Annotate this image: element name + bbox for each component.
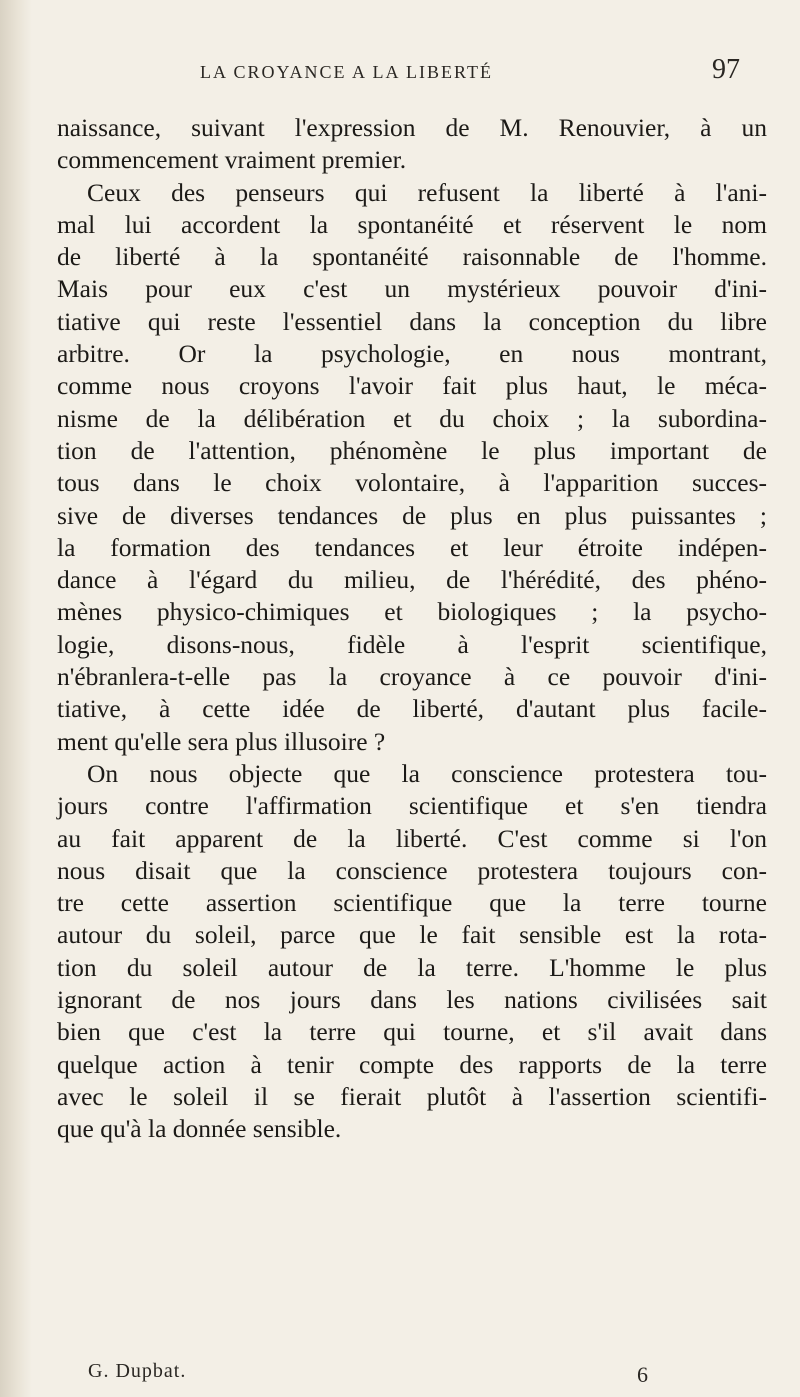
- text-line: de liberté à la spontanéité raisonnable de l'homme.: [57, 242, 767, 272]
- text-line: autour du soleil, parce que le fait sensible est la rota-: [57, 920, 767, 950]
- text-line: comme nous croyons l'avoir fait plus haut, le méca-: [57, 371, 767, 401]
- text-line: que qu'à la donnée sensible.: [57, 1114, 342, 1144]
- page-number: 97: [712, 54, 740, 85]
- signature-number: 6: [637, 1362, 648, 1387]
- text-line: On nous objecte que la conscience protestera tou-: [87, 758, 767, 788]
- text-line: Mais pour eux c'est un mystérieux pouvoir d'ini-: [57, 274, 767, 304]
- text-line: nisme de la délibération et du choix ; la subordina-: [57, 403, 767, 433]
- text-line: naissance, suivant l'expression de M. Renouvier, à un: [57, 113, 767, 142]
- text-line: bien que c'est la terre qui tourne, et s'il avait dans: [57, 1017, 767, 1047]
- body-text: [57, 112, 767, 1146]
- text-line: la formation des tendances et leur étroite indépen-: [57, 532, 767, 562]
- text-line: dance à l'égard du milieu, de l'hérédité, des phéno-: [57, 565, 767, 595]
- text-line: avec le soleil il se fierait plutôt à l'assertion scientifi-: [57, 1081, 767, 1111]
- text-line: commencement vraiment premier.: [57, 145, 407, 175]
- text-line: logie, disons-nous, fidèle à l'esprit scientifique,: [57, 629, 767, 659]
- page-edge-shadow: [0, 0, 32, 1397]
- running-title: LA CROYANCE A LA LIBERTÉ: [200, 62, 493, 82]
- text-line: arbitre. Or la psychologie, en nous montrant,: [57, 339, 767, 369]
- signature-line: [88, 1360, 648, 1396]
- text-line: tiative, à cette idée de liberté, d'autant plus facile-: [57, 694, 767, 724]
- text-line: quelque action à tenir compte des rapports de la terre: [57, 1049, 767, 1079]
- running-header: [110, 54, 740, 92]
- text-line: Ceux des penseurs qui refusent la liberté à l'ani-: [87, 177, 767, 207]
- text-line: sive de diverses tendances de plus en plus puissantes ;: [57, 500, 767, 530]
- text-line: nous disait que la conscience protestera toujours con-: [57, 855, 767, 885]
- signature-author: G. Dupbat.: [88, 1360, 187, 1382]
- text-line: tion de l'attention, phénomène le plus important de: [57, 435, 767, 465]
- text-line: tion du soleil autour de la terre. L'homme le plus: [57, 952, 767, 982]
- text-line: ignorant de nos jours dans les nations civilisées sait: [57, 985, 767, 1015]
- text-line: jours contre l'affirmation scientifique et s'en tiendra: [57, 791, 767, 821]
- text-line: mènes physico-chimiques et biologiques ; la psycho-: [57, 597, 767, 627]
- text-line: tiative qui reste l'essentiel dans la conception du libre: [57, 306, 767, 336]
- text-line: tre cette assertion scientifique que la terre tourne: [57, 888, 767, 918]
- text-line: ment qu'elle sera plus illusoire ?: [57, 726, 386, 756]
- text-line: n'ébranlera-t-elle pas la croyance à ce pouvoir d'ini-: [57, 662, 767, 692]
- text-line: mal lui accordent la spontanéité et réservent le nom: [57, 209, 767, 239]
- text-line: tous dans le choix volontaire, à l'apparition succes-: [57, 468, 767, 498]
- text-line: au fait apparent de la liberté. C'est comme si l'on: [57, 823, 767, 853]
